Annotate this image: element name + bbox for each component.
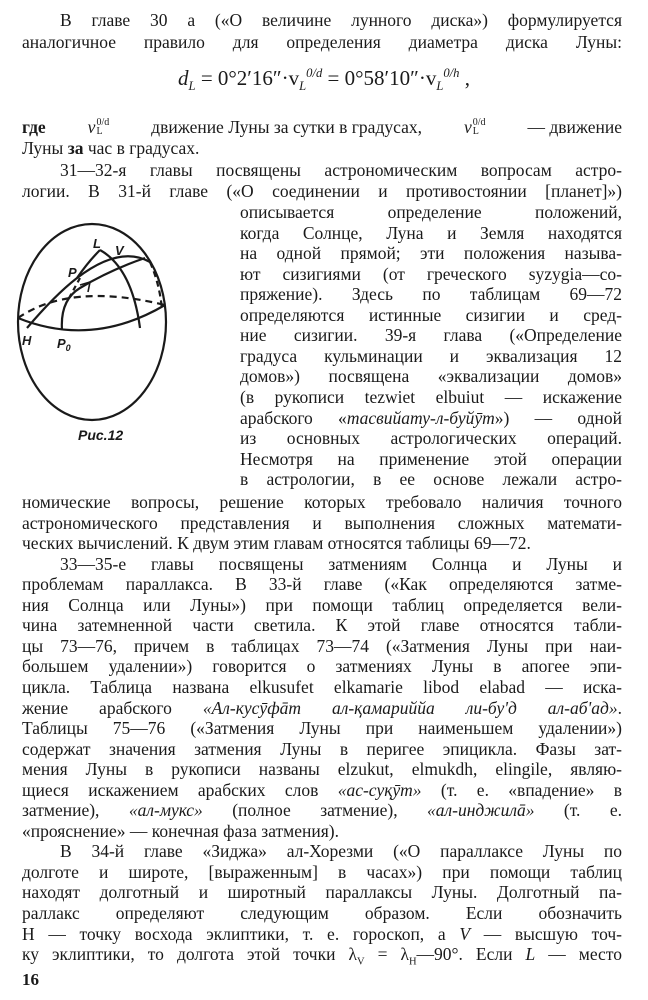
text-line: ку эклиптики, то долгота этой точки $\lambda_V$ = $\lambda_H—90^\circ$. Если L — место [22, 944, 622, 968]
text-line: большем удалении») говорится о затмениях Луны в апогее эпи- [22, 656, 622, 677]
text-line: находят долготный и широтный параллаксы Луны. Долготный па- [22, 882, 622, 903]
text-line: ние сизигии. 39-я глава («Определение [240, 325, 622, 346]
label-P0: $P_0$ [57, 336, 71, 353]
velocity-symbol-daily: v 0/d L [87, 117, 110, 137]
text-line: «прояснение» — конечная фаза затмения). [22, 820, 340, 841]
text-line: домов») посвящена «эквализации домов» [240, 366, 622, 387]
text-line: арабского «тасвийату-л-буйӯт») — одной [240, 407, 622, 428]
text-line: градуса кульминации и эквализация 12 [240, 345, 622, 366]
text-line: определяются истинные сизигии и сред- [240, 304, 622, 325]
page-number: 16 [22, 970, 39, 989]
text-line: когда Солнце, Луна и Земля находятся [240, 222, 622, 243]
text-line: астрономического представления и выполнения сложных математи- [22, 512, 622, 533]
text-line: (в рукописи tezwiet elbuiut — искажение [240, 386, 622, 407]
text-line: мения Луны в рукописи названы elzukut, elmukdh, elingile, являю- [22, 759, 622, 780]
text-line: описывается определение положений, [240, 202, 622, 222]
text-line: Н — точку восхода эклиптики, т. е. гороскоп, а V — высшую точ- [22, 923, 622, 944]
text-line: логии. В 31-й главе («О соединении и противостоянии [планет]») [22, 181, 622, 201]
velocity-symbol-hourly: v 0/d L [463, 117, 486, 137]
text-line: в астрологии, в ее основе лежали астро- [240, 469, 622, 490]
label-V: V [115, 243, 124, 258]
formula-term-1: = 0°2′16″·v [200, 66, 300, 90]
text-line: Несмотря на применение этой операции [240, 448, 622, 469]
text-line: пряжение). Здесь по таблицам 69—72 [240, 284, 622, 305]
label-H: H [22, 333, 32, 348]
label-L: L [93, 236, 101, 251]
formula-explanation-line-2: Луны за час в градусах. [22, 138, 200, 158]
text-line: аналогичное правило для определения диаметра диска Луны: [22, 32, 622, 52]
text-line: из основных астрологических операций. [240, 428, 622, 449]
text-line: В 34-й главе «Зиджа» ал-Хорезми («О параллаксе Луны по [60, 841, 622, 862]
text-line: Таблицы 75—76 («Затмения Луны при наименьшем удалении») [22, 718, 622, 739]
text-line: ния Солнца или Луны») при помощи таблиц определяется вели- [22, 594, 622, 615]
text-line: 33—35-е главы посвящены затмениям Солнца и Луны и [60, 553, 622, 574]
formula: $d_L = 0^\circ 2'16''\cdot v_L^{0/d} = 0^\circ 58'10''\cdot v_L^{0/h}$ , [178, 66, 470, 94]
horizon-front [18, 305, 165, 330]
text-line: жение арабского «Ал-кусӯфāт ал-қамариййа ли-бу'д ал-аб'ад». [22, 697, 622, 718]
formula-explanation-line-1: где v 0/d L движение Луны за сутки в градусах, v 0/d L — движение [22, 117, 622, 137]
sphere-outline [18, 224, 166, 420]
text-line: раллакс определяют следующим образом. Если обозначить [22, 903, 622, 923]
text-line: проблемам параллакса. В 33-й главе («Как определяются затме- [22, 574, 622, 595]
celestial-sphere-figure [0, 205, 200, 455]
text-line: цы 73—76, причем в таблицах 73—74 («Затмения Луны при наи- [22, 635, 622, 656]
text-line: 31—32-я главы посвящены астрономическим вопросам астро- [60, 160, 622, 180]
text-line: ческих вычислений. К двум этим главам относятся таблицы 69—72. [22, 533, 531, 554]
text-line: ют сизигиями (от греческого syzygia—со- [240, 263, 622, 284]
formula-term-2: = 0°58′10″·v [327, 66, 437, 90]
text-line: цикла. Таблица названа elkusufet elkamarie libod elabad — иска- [22, 676, 622, 697]
text-line: В главе 30 а («О величине лунного диска») формулируется [60, 10, 622, 30]
text-line: чина затемненной части светила. К этой главе относятся табли- [22, 615, 622, 636]
text-line: щиеся искажением арабских слов «ас-суқӯт» (т. е. «впадение» в [22, 779, 622, 800]
label-P: P [68, 265, 77, 280]
text-line: содержат значения затмения Луны в перигее эпицикла. Фазы зат- [22, 738, 622, 759]
text-line: номические вопросы, решение которых требовало наличия точного [22, 492, 622, 512]
text-line: долготе и широте, [выраженным] в часах») при помощи таблиц [22, 861, 622, 882]
formula-lhs: $d_L$ [178, 66, 196, 94]
figure-caption: Рис.12 [78, 427, 124, 443]
text-line: затмение), «ал-мукс» (полное затмение), «ал-инджилā» (т. е. [22, 800, 622, 821]
text-line: на одной прямой; эти положения называ- [240, 243, 622, 264]
